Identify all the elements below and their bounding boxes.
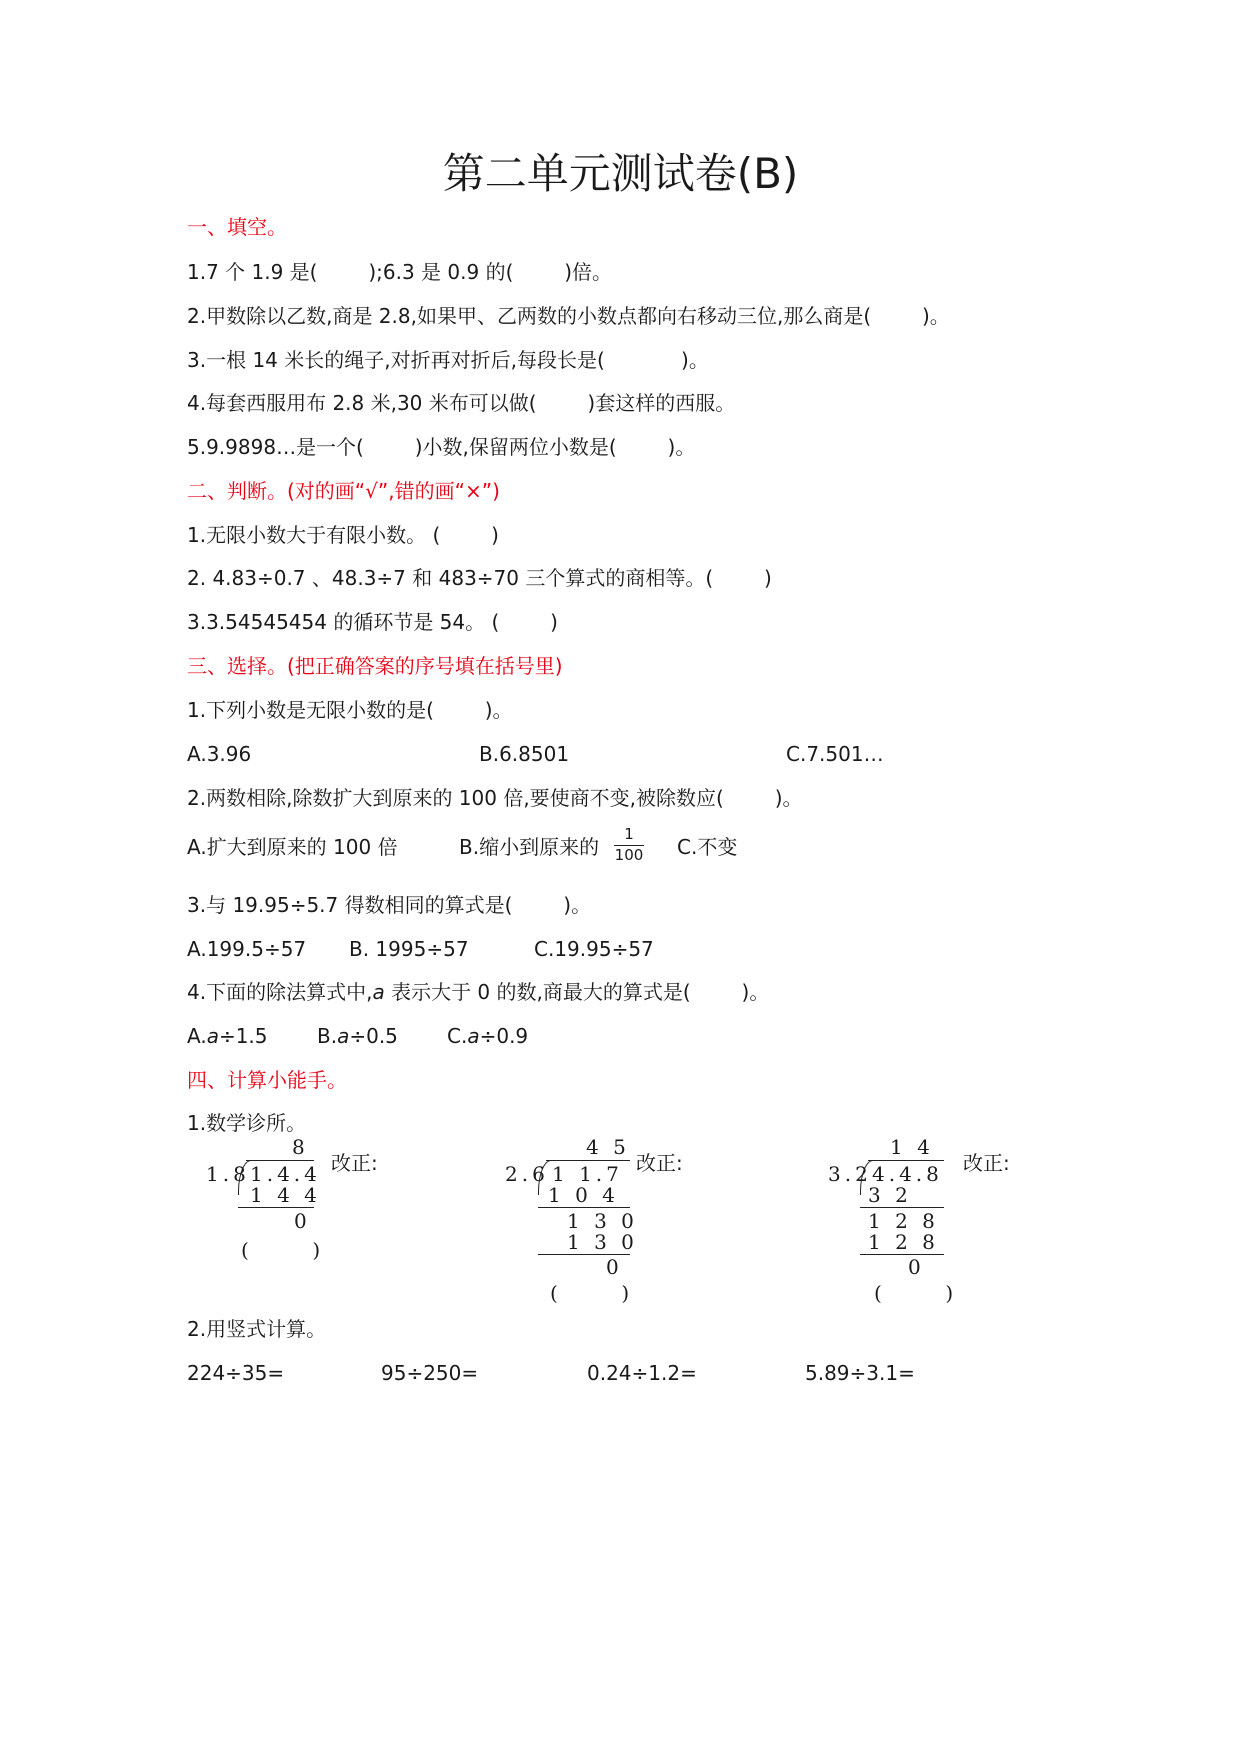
division-3-remainder: 0 [908, 1255, 925, 1279]
choice-q3-option-a: A.199.5÷57 [187, 937, 307, 961]
division-1-step-1: 1 4 4 [250, 1183, 321, 1207]
fill-question-3: 3.一根 14 米长的绳子,对折再对折后,每段长是( )。 [187, 348, 709, 372]
judge-question-2: 2. 4.83÷0.7 、48.3÷7 和 483÷70 三个算式的商相等。( ) [187, 566, 772, 590]
section-calc-heading: 四、计算小能手。 [187, 1068, 347, 1092]
choice-question-2: 2.两数相除,除数扩大到原来的 100 倍,要使商不变,被除数应( )。 [187, 786, 803, 810]
division-1-correction-label: 改正: [331, 1151, 378, 1175]
division-3-line-2 [860, 1254, 944, 1255]
fill-question-5: 5.9.9898…是一个( )小数,保留两位小数是( )。 [187, 435, 696, 459]
division-1-remainder: 0 [294, 1209, 311, 1233]
division-2-bar [546, 1160, 630, 1161]
division-1-quotient: 8 [292, 1135, 309, 1159]
division-2-quotient: 4 5 [586, 1135, 630, 1159]
division-2-line-1 [538, 1207, 630, 1208]
q4-b-label: B. [317, 1024, 338, 1048]
choice-q1-option-c: C.7.501… [786, 742, 884, 766]
division-2-step-1: 1 0 4 [548, 1183, 619, 1207]
division-1-dividend: 1.4.4 [250, 1162, 321, 1186]
choice-q3-option-b: B. 1995÷57 [349, 937, 469, 961]
division-2-divisor: 2.6 [505, 1162, 549, 1186]
division-1-answer-paren: ( ) [241, 1238, 321, 1262]
division-3-bar [868, 1160, 944, 1161]
q4-text-post: 表示大于 0 的数,商最大的算式是( )。 [384, 980, 770, 1004]
judge-question-3: 3.3.54545454 的循环节是 54。 ( ) [187, 610, 558, 634]
judge-question-1: 1.无限小数大于有限小数。 ( ) [187, 523, 499, 547]
choice-q1-option-b: B.6.8501 [479, 742, 570, 766]
division-2-answer-paren: ( ) [550, 1281, 630, 1305]
choice-question-3: 3.与 19.95÷5.7 得数相同的算式是( )。 [187, 893, 592, 917]
q4-c-expression: ÷0.9 [479, 1024, 529, 1048]
choice-q2-option-c: C.不变 [677, 835, 738, 859]
division-3-quotient: 1 4 [890, 1135, 934, 1159]
fill-question-1: 1.7 个 1.9 是( );6.3 是 0.9 的( )倍。 [187, 260, 613, 284]
division-1-bar [246, 1160, 314, 1161]
choice-q2-option-b: B.缩小到原来的 [459, 835, 600, 859]
division-2-step-2: 1 3 0 [567, 1209, 638, 1233]
calc-sub-1: 1.数学诊所。 [187, 1111, 307, 1135]
division-3-step-2: 1 2 8 [868, 1209, 939, 1233]
q4-a-expression: ÷1.5 [218, 1024, 268, 1048]
q4-c-label: C. [447, 1024, 468, 1048]
section-judge-heading: 二、判断。(对的画“√”,错的画“×”) [187, 479, 500, 503]
choice-q4-option-c [447, 1022, 528, 1050]
division-3-dividend: 4.4.8 [872, 1162, 943, 1186]
division-2-dividend: 1 1.7 [552, 1162, 623, 1186]
division-2-remainder: 0 [606, 1255, 623, 1279]
division-2-correction-label: 改正: [636, 1151, 683, 1175]
division-3-divisor: 3.2 [828, 1162, 872, 1186]
choice-q4-option-b [317, 1022, 398, 1050]
division-3-correction-label: 改正: [963, 1151, 1010, 1175]
q4-variable: a [372, 980, 385, 1004]
fraction-numerator: 1 [624, 826, 634, 843]
q4-text-pre: 4.下面的除法算式中, [187, 980, 373, 1004]
division-3-step-3: 1 2 8 [868, 1230, 939, 1254]
calc-expression-3: 0.24÷1.2= [587, 1361, 697, 1385]
fill-question-4: 4.每套西服用布 2.8 米,30 米布可以做( )套这样的西服。 [187, 391, 736, 415]
choice-q1-option-a: A.3.96 [187, 742, 252, 766]
q4-a-label: A. [187, 1024, 207, 1048]
division-1-line-1 [238, 1207, 314, 1208]
division-1-divisor: 1.8 [206, 1162, 250, 1186]
calc-sub-2: 2.用竖式计算。 [187, 1317, 327, 1341]
choice-question-4 [187, 978, 769, 1006]
section-choice-heading: 三、选择。(把正确答案的序号填在括号里) [187, 654, 563, 678]
q4-b-expression: ÷0.5 [349, 1024, 398, 1048]
division-2-step-3: 1 3 0 [567, 1230, 638, 1254]
page-title: 第二单元测试卷(B) [442, 149, 799, 198]
calc-expression-4: 5.89÷3.1= [805, 1361, 915, 1385]
division-3-step-1: 3 2 [868, 1183, 912, 1207]
fraction-one-hundredth [612, 826, 646, 864]
q4-a-variable: a [206, 1024, 219, 1048]
choice-q4-option-a [187, 1022, 268, 1050]
choice-question-1: 1.下列小数是无限小数的是( )。 [187, 698, 513, 722]
section-fill-heading: 一、填空。 [187, 215, 287, 239]
division-3-line-1 [860, 1207, 944, 1208]
division-3-answer-paren: ( ) [874, 1281, 954, 1305]
calc-expression-1: 224÷35= [187, 1361, 285, 1385]
choice-q3-option-c: C.19.95÷57 [534, 937, 654, 961]
fraction-denominator: 100 [614, 846, 644, 864]
choice-q2-option-a: A.扩大到原来的 100 倍 [187, 835, 398, 859]
q4-b-variable: a [337, 1024, 350, 1048]
calc-expression-2: 95÷250= [381, 1361, 479, 1385]
q4-c-variable: a [467, 1024, 480, 1048]
fill-question-2: 2.甲数除以乙数,商是 2.8,如果甲、乙两数的小数点都向右移动三位,那么商是( )。 [187, 304, 950, 328]
